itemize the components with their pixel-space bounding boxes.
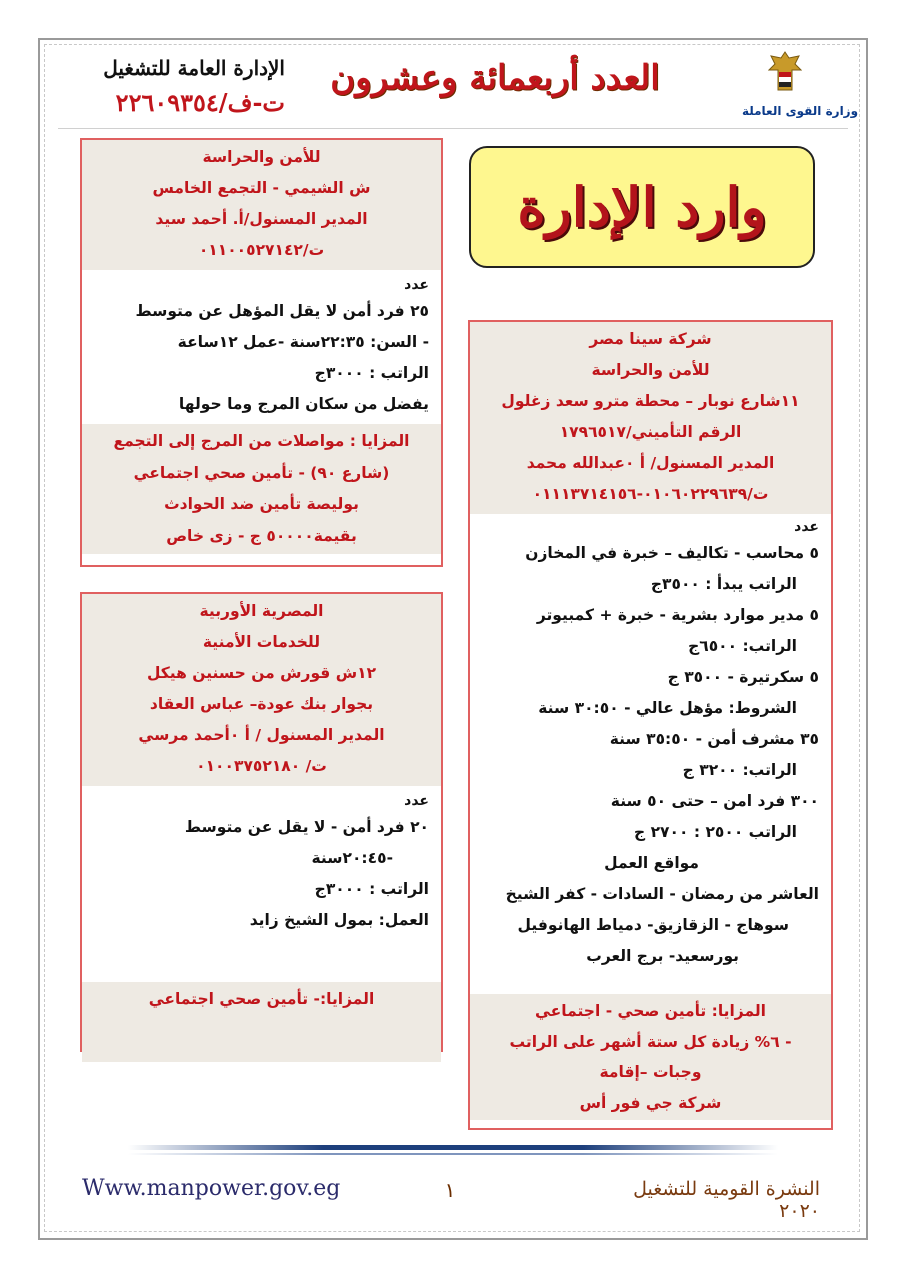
count-label: عدد bbox=[404, 277, 429, 293]
job-line: العمل: بمول الشيخ زايد bbox=[249, 911, 429, 929]
benefit-line: شركة جي فور أس bbox=[579, 1093, 722, 1112]
benefit-line: بوليصة تأمين ضد الحوادث bbox=[164, 495, 359, 513]
company-manager: المدير المسنول / أ ٠أحمد مرسي bbox=[138, 726, 385, 744]
benefit-line: المزايا:- تأمين صحي اجتماعي bbox=[148, 990, 375, 1008]
company-name: المصرية الأوربية bbox=[199, 602, 324, 620]
company-address: ١٢ش قورش من حسنين هيكل bbox=[146, 664, 377, 682]
benefit-line: بقيمة٥٠٠٠٠ ج - زى خاص bbox=[166, 526, 357, 545]
job-line: العاشر من رمضان - السادات - كفر الشيخ bbox=[505, 885, 819, 903]
benefit-line: المزايا : مواصلات من المرج إلى التجمع bbox=[113, 432, 410, 450]
job-line: يفضل من سكان المرج وما حولها bbox=[178, 395, 429, 413]
footer-divider bbox=[128, 1145, 778, 1150]
job-line: ٥ محاسب - تكاليف – خبرة في المخازن bbox=[525, 544, 819, 562]
job-line: ٢٠ فرد أمن - لا يقل عن متوسط bbox=[184, 818, 429, 836]
count-label: عدد bbox=[404, 793, 429, 809]
benefit-line: (شارع ٩٠) - تأمين صحي اجتماعي bbox=[133, 463, 390, 482]
department-phone: ت-ف/٢٢٦٠٩٣٥٤ bbox=[115, 88, 285, 117]
job-line: -٢٠:٤٥سنة bbox=[311, 849, 393, 867]
job-line: الشروط: مؤهل عالي - ٣٠:٥٠ سنة bbox=[538, 699, 797, 717]
header-divider bbox=[58, 128, 848, 129]
footer-divider-thin bbox=[128, 1153, 778, 1155]
company-insurance-number: الرقم التأميني/١٧٩٦٥١٧ bbox=[559, 423, 742, 441]
company-address: ١١شارع نوبار – محطة مترو سعد زغلول bbox=[501, 392, 800, 410]
job-line: ٣٠٠ فرد امن – حتى ٥٠ سنة bbox=[610, 792, 819, 810]
job-details bbox=[82, 786, 441, 982]
company-address: ش الشيمي - التجمع الخامس bbox=[152, 179, 371, 197]
page-number: ١ bbox=[444, 1178, 456, 1202]
website-link[interactable]: Www.manpower.gov.eg bbox=[82, 1176, 341, 1201]
company-manager: المدير المسنول/ أ ٠عبدالله محمد bbox=[526, 454, 775, 472]
job-line: سوهاج - الزقازيق- دمياط الهانوفيل bbox=[517, 916, 789, 934]
benefit-line: المزايا: تأمين صحي - اجتماعي bbox=[535, 1002, 766, 1020]
company-name: للأمن والحراسة bbox=[202, 148, 321, 166]
company-address-landmark: بجوار بنك عودة– عباس العقاد bbox=[149, 695, 374, 713]
job-line: الراتب ٢٥٠٠ : ٢٧٠٠ ج bbox=[634, 823, 797, 841]
company-type: للخدمات الأمنية bbox=[202, 633, 321, 651]
job-line: ٥ سكرتيرة - ٣٥٠٠ ج bbox=[667, 668, 819, 686]
job-benefits bbox=[82, 424, 441, 554]
benefit-line: - ٦% زيادة كل ستة أشهر على الراتب bbox=[509, 1032, 792, 1051]
company-phone: ت/٠١١٠٠٥٢٧١٤٢ bbox=[198, 241, 325, 259]
job-box-sina-misr bbox=[468, 320, 833, 1130]
job-line: ٢٥ فرد أمن لا يقل المؤهل عن متوسط bbox=[135, 302, 429, 320]
job-line: الراتب: ٦٥٠٠ج bbox=[688, 637, 797, 655]
benefit-line: وجبات –إقامة bbox=[599, 1063, 702, 1081]
job-line: الراتب : ٣٠٠٠ج bbox=[314, 364, 429, 382]
section-title: وارد الإدارة bbox=[517, 175, 767, 239]
job-box-egyptian-european bbox=[80, 592, 443, 1052]
job-line: ٣٥ مشرف أمن - ٣٥:٥٠ سنة bbox=[609, 730, 819, 748]
job-benefits bbox=[82, 982, 441, 1062]
job-line: ٥ مدير موارد بشرية - خبرة + كمبيوتر bbox=[536, 606, 819, 624]
job-line: بورسعيد- برج العرب bbox=[586, 947, 739, 965]
company-info bbox=[82, 140, 441, 270]
job-line: - السن: ٢٢:٣٥سنة -عمل ١٢ساعة bbox=[177, 333, 429, 351]
job-benefits bbox=[470, 994, 831, 1120]
job-details bbox=[470, 514, 831, 994]
company-type: للأمن والحراسة bbox=[591, 361, 710, 379]
job-line: الراتب: ٣٢٠٠ ج bbox=[682, 761, 797, 779]
department-name: الإدارة العامة للتشغيل bbox=[103, 56, 285, 80]
eagle-emblem-icon bbox=[768, 50, 802, 96]
company-phone: ت/٠١٠٦٠٢٢٩٦٣٩-٠١١١٣٧١٤١٥٦ bbox=[532, 485, 769, 503]
company-info bbox=[82, 594, 441, 786]
company-manager: المدير المسنول/أ. أحمد سيد bbox=[155, 210, 368, 228]
publication-name: النشرة القومية للتشغيل ٢٠٢٠ bbox=[633, 1178, 820, 1222]
job-line: الراتب : ٣٠٠٠ج bbox=[314, 880, 429, 898]
count-label: عدد bbox=[794, 519, 819, 535]
job-box-security-tagamoa bbox=[80, 138, 443, 567]
company-info bbox=[470, 322, 831, 514]
job-line: الراتب يبدأ : ٣٥٠٠ج bbox=[650, 575, 797, 593]
issue-title: العدد أربعمائة وعشرون bbox=[330, 58, 660, 98]
work-locations-title: مواقع العمل bbox=[604, 854, 699, 872]
job-details bbox=[82, 270, 441, 424]
company-phone: ت/ ٠١٠٠٣٧٥٢١٨٠ bbox=[196, 757, 327, 775]
section-title-box bbox=[469, 146, 815, 268]
company-name: شركة سينا مصر bbox=[589, 330, 712, 348]
ministry-name: وزارة القوى العاملة bbox=[741, 104, 859, 118]
